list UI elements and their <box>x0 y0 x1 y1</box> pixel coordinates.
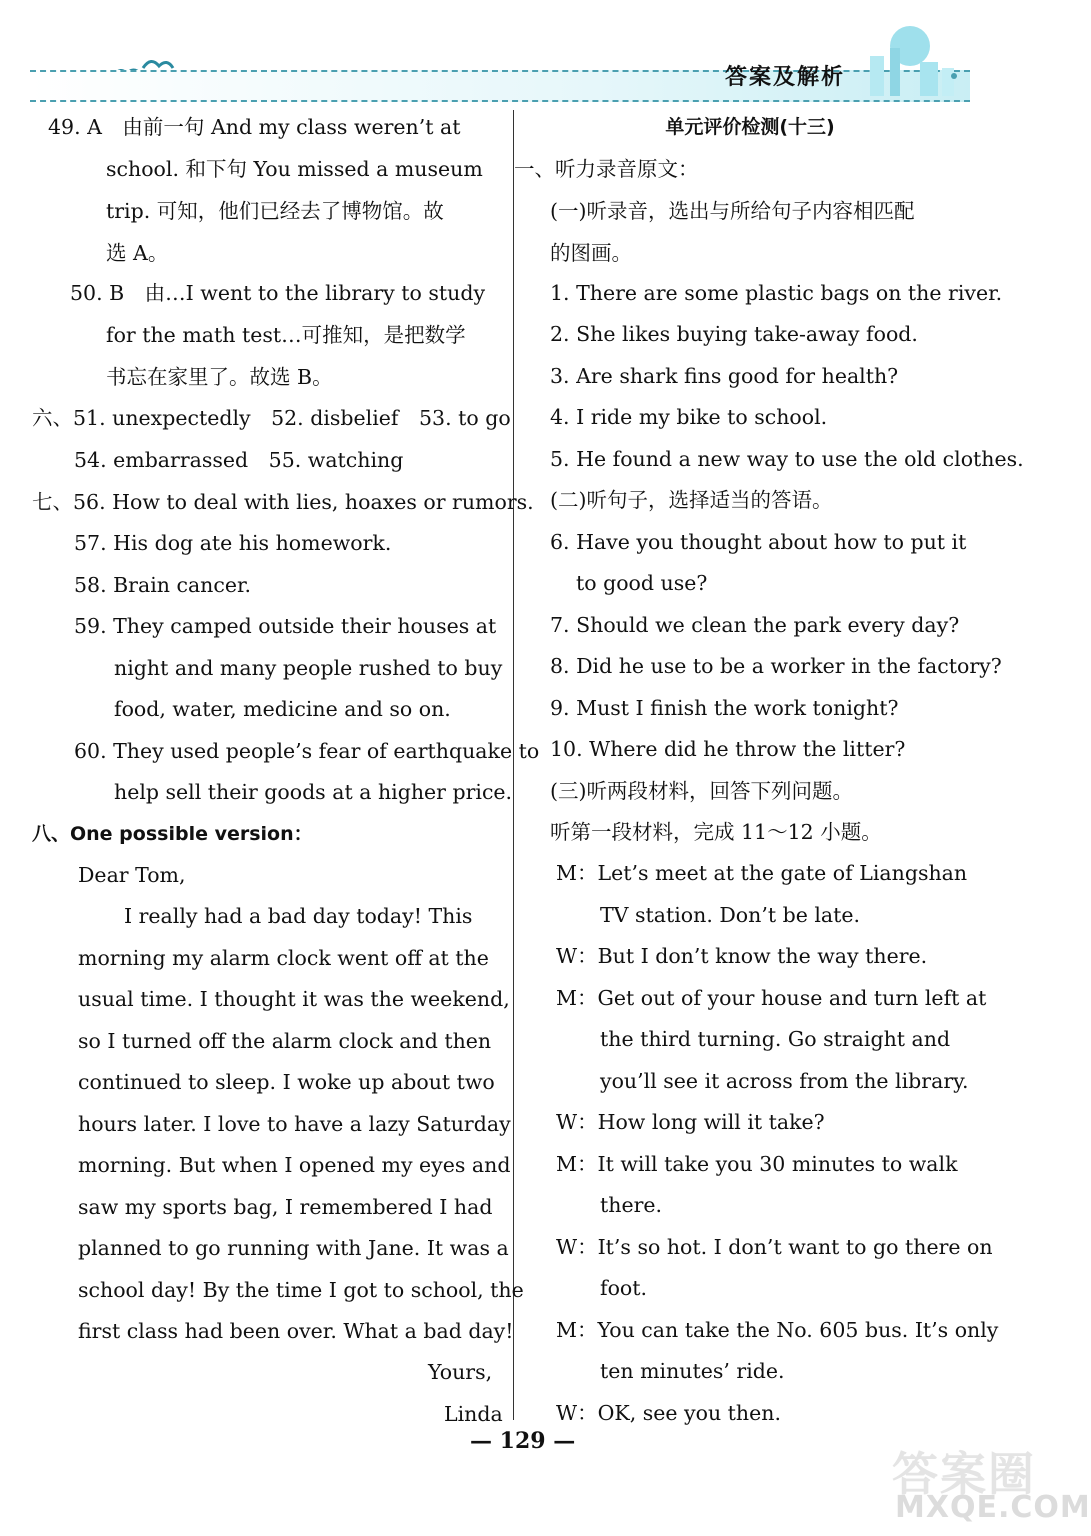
transcript-line: W：OK, see you then. <box>556 1401 781 1425</box>
header-title: 答案及解析 <box>724 65 845 90</box>
answer-line: 54. embarrassed 55. watching <box>74 448 404 472</box>
transcript-line: 一、听力录音原文： <box>514 157 699 181</box>
transcript-line: foot. <box>600 1276 648 1300</box>
answer-line: 七、56. How to deal with lies, hoaxes or rumors. <box>32 490 534 514</box>
transcript-line: 4. I ride my bike to school. <box>550 405 828 429</box>
answer-line: help sell their goods at a higher price. <box>114 780 513 804</box>
essay-line: I really had a bad day today! This <box>124 904 473 928</box>
essay-line: usual time. I thought it was the weekend, <box>78 987 510 1011</box>
transcript-line: 10. Where did he throw the litter? <box>550 737 906 761</box>
watermark-url: MXQE.COM <box>895 1490 1091 1525</box>
transcript-line: M：Get out of your house and turn left at <box>556 986 987 1010</box>
transcript-line: 3. Are shark fins good for health? <box>550 364 899 388</box>
transcript-line: you’ll see it across from the library. <box>600 1069 969 1093</box>
transcript-line: 6. Have you thought about how to put it <box>550 530 967 554</box>
essay-line: saw my sports bag, I remembered I had <box>78 1195 493 1219</box>
transcript-line: M：Let’s meet at the gate of Liangshan <box>556 861 968 885</box>
transcript-line: (一)听录音，选出与所给句子内容相匹配 <box>550 199 915 223</box>
transcript-line: M：You can take the No. 605 bus. It’s only <box>556 1318 999 1342</box>
essay-line: so I turned off the alarm clock and then <box>78 1029 492 1053</box>
essay-line: morning. But when I opened my eyes and <box>78 1153 511 1177</box>
watermark-logo: 答案圈 <box>892 1447 1036 1501</box>
transcript-line: 9. Must I finish the work tonight? <box>550 696 899 720</box>
answer-line: 60. They used people’s fear of earthquake to <box>74 739 540 763</box>
essay-line: hours later. I love to have a lazy Saturday <box>78 1112 511 1136</box>
answer-line: trip. 可知，他们已经去了博物馆。故 <box>106 199 444 223</box>
transcript-line: 2. She likes buying take-away food. <box>550 322 918 346</box>
essay-line: Linda <box>444 1402 503 1426</box>
answer-line: 书忘在家里了。故选 B。 <box>106 365 333 389</box>
transcript-line: W：It’s so hot. I don’t want to go there on <box>556 1235 993 1259</box>
transcript-line: the third turning. Go straight and <box>600 1027 951 1051</box>
page-number: — 129 — <box>470 1428 576 1454</box>
transcript-line: 8. Did he use to be a worker in the factory? <box>550 654 1002 678</box>
essay-label: 八、One possible version： <box>32 823 313 845</box>
essay-line: first class had been over. What a bad day! <box>78 1319 514 1343</box>
essay-line: morning my alarm clock went off at the <box>78 946 489 970</box>
answer-line: school. 和下句 You missed a museum <box>106 157 483 181</box>
answer-line: 49. A 由前一句 And my class weren’t at <box>48 115 461 139</box>
answer-line: 57. His dog ate his homework. <box>74 531 392 555</box>
transcript-line: 听第一段材料，完成 11～12 小题。 <box>550 820 882 844</box>
essay-line: continued to sleep. I woke up about two <box>78 1070 495 1094</box>
transcript-line: W：But I don’t know the way there. <box>556 944 928 968</box>
answer-line: for the math test…可推知，是把数学 <box>106 323 466 347</box>
essay-line: school day! By the time I got to school, the <box>78 1278 524 1302</box>
transcript-line: 5. He found a new way to use the old clothes. <box>550 447 1024 471</box>
transcript-line: ten minutes’ ride. <box>600 1359 785 1383</box>
city-skyline-icon <box>850 18 970 98</box>
page-header <box>30 18 970 104</box>
essay-line: Yours, <box>428 1360 493 1384</box>
transcript-line: TV station. Don’t be late. <box>600 903 861 927</box>
transcript-line: (三)听两段材料，回答下列问题。 <box>550 779 853 803</box>
answer-line: food, water, medicine and so on. <box>114 697 451 721</box>
answer-line: night and many people rushed to buy <box>114 656 503 680</box>
answer-line: 六、51. unexpectedly 52. disbelief 53. to go <box>32 406 511 430</box>
essay-line: Dear Tom, <box>78 863 186 887</box>
answer-line: 选 A。 <box>106 241 169 265</box>
section-title: 单元评价检测(十三) <box>665 116 835 138</box>
transcript-line: 1. There are some plastic bags on the river. <box>550 281 1003 305</box>
transcript-line: 的图画。 <box>550 241 632 265</box>
transcript-line: there. <box>600 1193 663 1217</box>
transcript-line: 7. Should we clean the park every day? <box>550 613 960 637</box>
answer-line: 59. They camped outside their houses at <box>74 614 497 638</box>
transcript-line: M：It will take you 30 minutes to walk <box>556 1152 958 1176</box>
answer-line: 58. Brain cancer. <box>74 573 252 597</box>
transcript-line: W：How long will it take? <box>556 1110 825 1134</box>
answer-line: 50. B 由…I went to the library to study <box>70 281 486 305</box>
transcript-line: (二)听句子，选择适当的答语。 <box>550 488 833 512</box>
transcript-line: to good use? <box>576 571 708 595</box>
essay-line: planned to go running with Jane. It was a <box>78 1236 509 1260</box>
